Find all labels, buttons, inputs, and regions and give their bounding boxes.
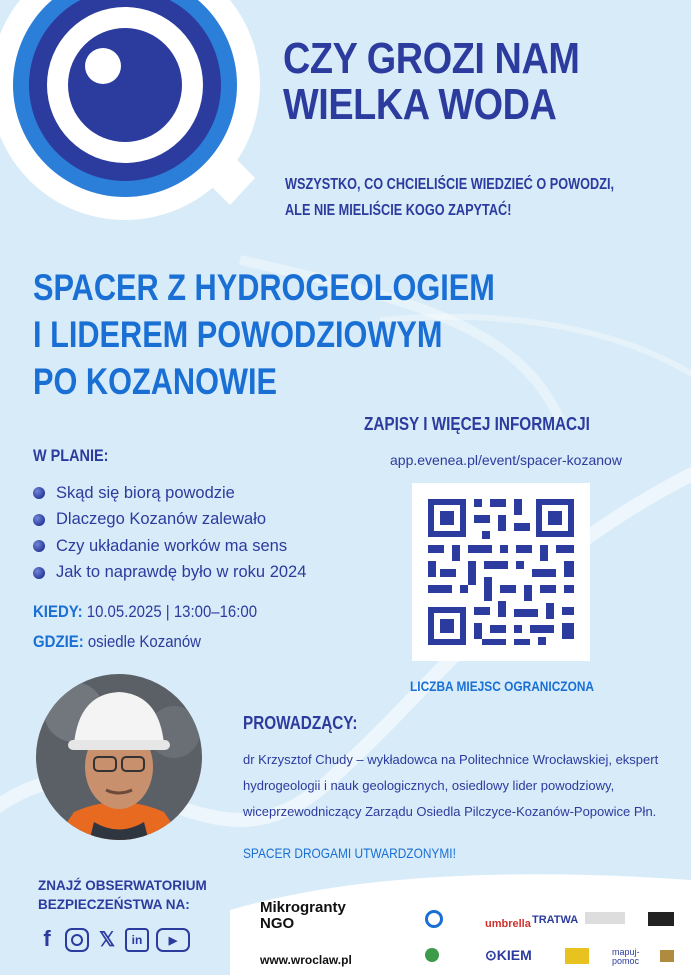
host-bio-line-2: hydrogeologii i nauk geologicznych, osiedlowy lider powodziowy, <box>243 778 615 793</box>
x-icon[interactable]: 𝕏 <box>98 928 116 951</box>
partner-logo-crest-icon <box>660 950 674 962</box>
youtube-icon[interactable]: ▶ <box>156 928 190 952</box>
linkedin-icon[interactable]: in <box>125 928 149 952</box>
event-title <box>33 264 548 405</box>
list-item: Czy układanie worków ma sens <box>33 533 306 560</box>
bullet-icon <box>33 487 45 499</box>
partner-logo-kiem: ⊙KIEM <box>485 947 532 963</box>
when-label: KIEDY: <box>33 602 83 621</box>
surface-note: SPACER DROGAMI UTWARDZONYMI! <box>243 845 456 861</box>
partner-logo-box <box>585 912 625 924</box>
brand-line-1: Mikrogranty <box>260 899 346 916</box>
website[interactable]: www.wroclaw.pl <box>260 953 352 967</box>
partner-logo-tratwa: TRATWA <box>532 914 579 926</box>
partner-logo-umbrella: umbrella <box>485 918 531 930</box>
list-item: Jak to naprawdę było w roku 2024 <box>33 560 306 587</box>
subtitle <box>285 172 662 224</box>
subtitle-line-2: ALE NIE MIELIŚCIE KOGO ZAPYTAĆ! <box>285 202 512 219</box>
instagram-icon[interactable] <box>65 928 89 952</box>
where-label: GDZIE: <box>33 632 84 651</box>
event-title-line-1: SPACER Z HYDROGEOLOGIEM <box>33 267 495 308</box>
host-bio-line-1: dr Krzysztof Chudy – wykładowca na Politechnice Wrocławskiej, ekspert <box>243 752 659 767</box>
plan-list <box>33 480 306 586</box>
qr-code[interactable] <box>412 483 590 661</box>
brand-line-2: NGO <box>260 915 295 932</box>
observatory-line-1: ZNAJŹ OBSERWATORIUM <box>38 878 207 893</box>
bullet-icon <box>33 540 45 552</box>
list-item: Dlaczego Kozanów zalewało <box>33 507 306 534</box>
list-item: Skąd się biorą powodzie <box>33 480 306 507</box>
title-line-2: WIELKA WODA <box>283 80 557 129</box>
observatory-text <box>38 876 207 914</box>
limited-seats-note: LICZBA MIEJSC OGRANICZONA <box>410 678 595 694</box>
bullet-icon <box>33 514 45 526</box>
partner-logo-dark <box>648 912 674 926</box>
qr-code-icon <box>412 483 590 661</box>
event-title-line-2: I LIDEREM POWODZIOWYM <box>33 314 443 355</box>
partner-logo-yellow <box>565 948 589 964</box>
event-title-line-3: PO KOZANOWIE <box>33 361 277 402</box>
host-bio-line-3: wiceprzewodniczący Zarządu Osiedla Pilczyce-Kozanów-Popowice Płn. <box>243 804 657 819</box>
when-row <box>33 602 257 622</box>
host-bio <box>243 747 663 825</box>
registration-heading: ZAPISY I WIĘCEJ INFORMACJI <box>364 414 590 434</box>
plan-heading: W PLANIE: <box>33 446 109 465</box>
when-value: 10.05.2025 | 13:00–16:00 <box>86 602 258 621</box>
partner-logo-icon <box>425 910 443 928</box>
facebook-icon[interactable]: f <box>43 926 51 951</box>
registration-url[interactable]: app.evenea.pl/event/spacer-kozanow <box>390 452 622 468</box>
page-title <box>283 36 627 128</box>
observatory-line-2: BEZPIECZEŃSTWA NA: <box>38 897 190 912</box>
brand-logo <box>260 900 346 932</box>
social-icons <box>36 928 190 952</box>
title-line-1: CZY GROZI NAM <box>283 34 580 83</box>
where-value: osiedle Kozanów <box>87 632 201 651</box>
bullet-icon <box>33 567 45 579</box>
partner-logo-green-icon <box>425 948 439 962</box>
where-row <box>33 632 201 652</box>
magnifier-eye-icon <box>0 0 270 240</box>
partner-logo-mapuj: mapuj-pomoc <box>612 947 640 966</box>
host-photo <box>34 672 204 842</box>
host-heading: PROWADZĄCY: <box>243 713 358 733</box>
subtitle-line-1: WSZYSTKO, CO CHCIELIŚCIE WIEDZIEĆ O POWODZI, <box>285 176 615 193</box>
